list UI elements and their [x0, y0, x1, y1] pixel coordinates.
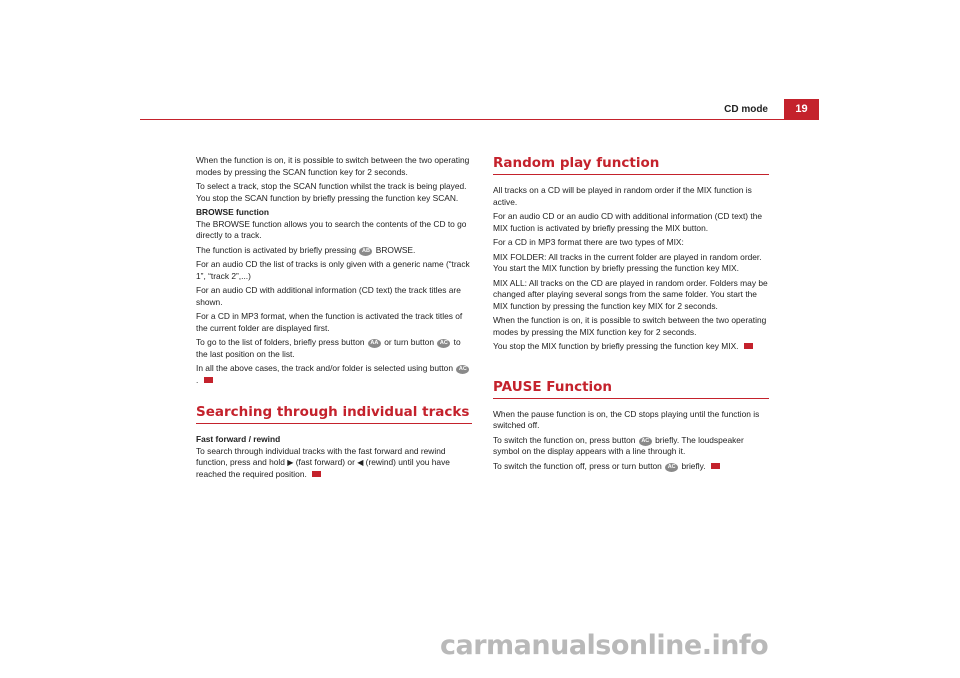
watermark: carmanualsonline.info	[440, 630, 769, 661]
paragraph: To switch the function on, press button AC briefly. The loudspeaker symbol on the display appears with a line through it.	[493, 434, 744, 456]
paragraph: To search through individual tracks with the fast forward and rewind function, press and hold ▶ (fast forward) or ◀ (rewind) until you have reached the required position.	[196, 445, 450, 479]
paragraph: You stop the MIX function by briefly pressing the function key MIX.	[493, 341, 769, 353]
section-end-icon	[312, 471, 321, 477]
paragraph: To switch the function off, press or turn button AC briefly.	[493, 461, 769, 473]
play-backward-icon: ◀	[357, 458, 364, 467]
paragraph: To select a track, stop the SCAN function whilst the track is being played. You stop the SCAN function by briefly pressing the function key SCAN.	[196, 181, 467, 203]
browse-heading: BROWSE function	[196, 207, 270, 217]
paragraph: For a CD in MP3 format there are two types of MIX:	[493, 237, 684, 247]
paragraph: When the function is on, it is possible to switch between the two operating modes by pressing the MIX function key for 2 seconds.	[493, 315, 767, 337]
paragraph: When the pause function is on, the CD stops playing until the function is switched off.	[493, 408, 760, 430]
paragraph: All tracks on a CD will be played in random order if the MIX function is active.	[493, 185, 752, 207]
play-forward-icon: ▶	[287, 458, 294, 467]
paragraph: To go to the list of folders, briefly press button AA or turn button AC to the last position on the list.	[196, 337, 461, 359]
button-aa-icon: AA	[368, 339, 381, 348]
paragraph: The function is activated by briefly pressing AB BROWSE.	[196, 244, 416, 255]
section-end-icon	[744, 343, 753, 349]
paragraph: The BROWSE function allows you to search the contents of the CD to go directly to a track.	[196, 218, 467, 240]
paragraph: For a CD in MP3 format, when the function is activated the track titles of the current folder are displayed first.	[196, 311, 463, 333]
header-rule	[140, 119, 819, 120]
section-title-searching: Searching through individual tracks	[196, 404, 472, 424]
section-title-random: Random play function	[493, 155, 769, 175]
section-end-icon	[711, 463, 720, 469]
paragraph: For an audio CD or an audio CD with additional information (CD text) the MIX fuction is activated by briefly pressing the MIX button.	[493, 211, 763, 233]
paragraph: MIX ALL: All tracks on the CD are played in random order. Folders may be changed after playing several songs from the same folder. You start the MIX function by pressing the function key MIX for 2 seconds.	[493, 277, 768, 311]
fast-forward-heading: Fast forward / rewind	[196, 434, 281, 444]
paragraph: MIX FOLDER: All tracks in the current folder are played in random order. You start the MIX function by briefly pressing the function key MIX.	[493, 251, 762, 273]
header-title: CD mode	[724, 104, 768, 115]
page-number: 19	[784, 99, 819, 119]
paragraph: When the function is on, it is possible to switch between the two operating modes by pressing the SCAN function key for 2 seconds.	[196, 155, 470, 177]
section-title-pause: PAUSE Function	[493, 379, 769, 399]
button-ac-icon: AC	[665, 463, 678, 472]
button-ab-icon: AB	[359, 247, 372, 256]
paragraph: For an audio CD the list of tracks is only given with a generic name (“track 1”, “track 2”,...)	[196, 259, 470, 281]
paragraph: For an audio CD with additional information (CD text) the track titles are shown.	[196, 285, 461, 307]
left-column	[196, 155, 472, 483]
right-column	[493, 155, 769, 475]
paragraph: In all the above cases, the track and/or folder is selected using button AC.	[196, 363, 472, 386]
button-ac-icon: AC	[437, 339, 450, 348]
button-ac-icon: AC	[456, 365, 469, 374]
button-ac-icon: AC	[639, 437, 652, 446]
section-end-icon	[204, 377, 213, 383]
